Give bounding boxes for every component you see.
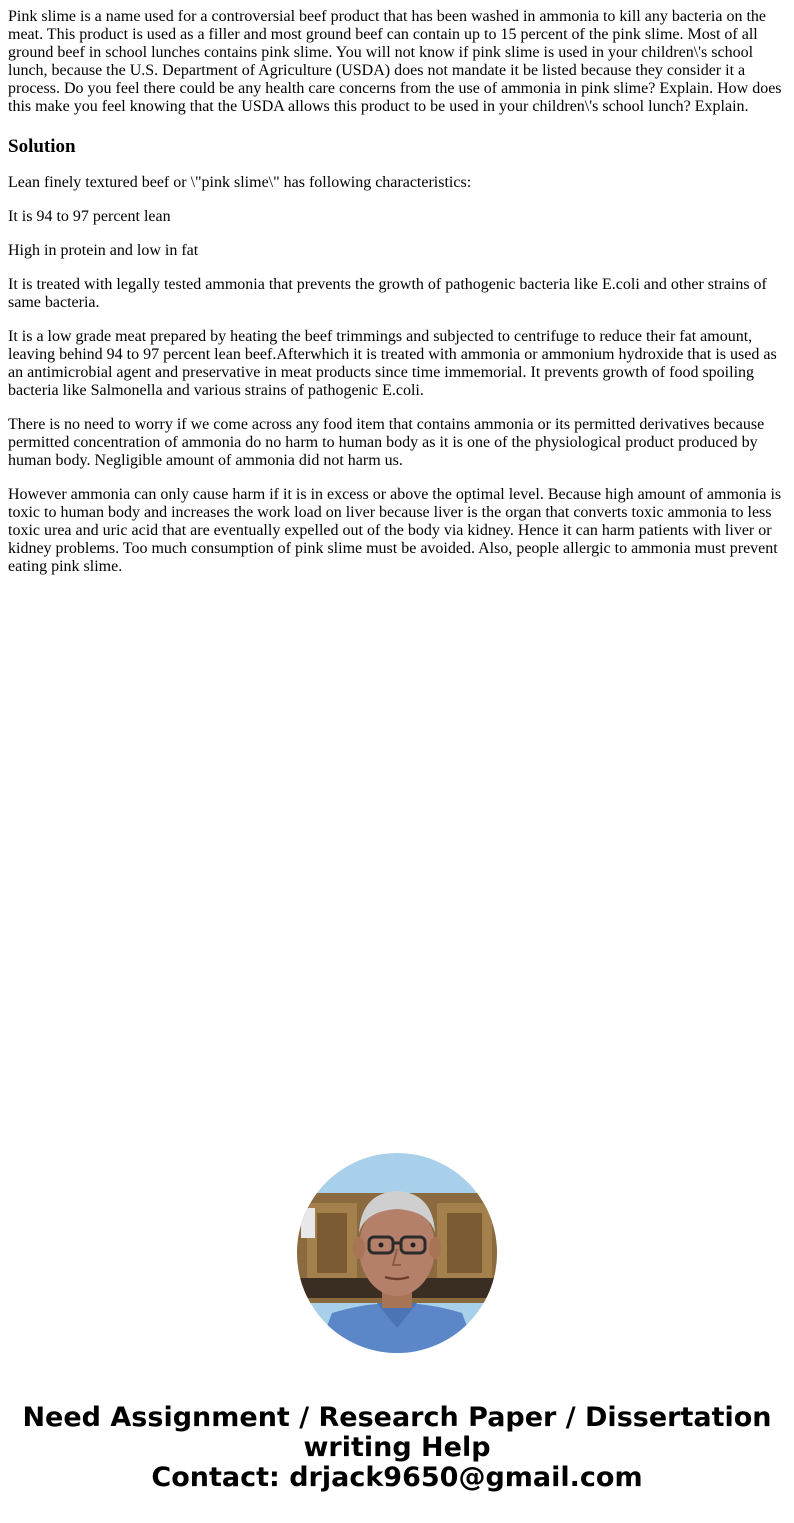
question-text: Pink slime is a name used for a controversial beef product that has been washed in ammonia to kill any bacteria on the meat. This product is used as a filler and most ground beef can contain up to 15 percent of the pink slime. Most of all ground beef in school lunches contains pink slime. You will not know if pink slime is used in your children\'s school lunch, because the U.S. Department of Agriculture (USDA) does not mandate it be listed because they consider it a process. Do you feel there could be any health care concerns from the use of ammonia in pink slime? Explain. How does this make you feel knowing that the USDA allows this product to be used in your children\'s school lunch? Explain. bbox=[8, 8, 782, 115]
solution-heading: Solution bbox=[8, 136, 76, 157]
solution-paragraph-intro: Lean finely textured beef or \"pink slime\" has following characteristics: bbox=[8, 174, 472, 191]
author-avatar bbox=[297, 1153, 497, 1353]
solution-paragraph-preparation: It is a low grade meat prepared by heating the beef trimmings and subjected to centrifuge to reduce their fat amount, leaving behind 94 to 97 percent lean beef.Afterwhich it is treated with ammonia or ammonium hydroxide that is used as an antimicrobial agent and preservative in meat products since time immemorial. It prevents growth of food spoiling bacteria like Salmonella and various strains of pathogenic E.coli. bbox=[8, 328, 777, 399]
solution-paragraph-protein: High in protein and low in fat bbox=[8, 242, 199, 259]
solution-paragraph-ammonia-treatment: It is treated with legally tested ammonia that prevents the growth of pathogenic bacteria like E.coli and other strains of same bacteria. bbox=[8, 276, 767, 311]
banner-line-help: writing Help bbox=[303, 1432, 491, 1463]
banner-line-assignment: Need Assignment / Research Paper / Dissertation bbox=[22, 1402, 772, 1433]
solution-paragraph-lean: It is 94 to 97 percent lean bbox=[8, 208, 171, 225]
document-body bbox=[8, 8, 786, 592]
solution-paragraph-no-worry: There is no need to worry if we come across any food item that contains ammonia or its permitted derivatives because permitted concentration of ammonia do no harm to human body as it is one of the physiological product produced by human body. Negligible amount of ammonia did not harm us. bbox=[8, 416, 765, 469]
solution-paragraph-harm: However ammonia can only cause harm if it is in excess or above the optimal level. Because high amount of ammonia is toxic to human body and increases the work load on liver because liver is the organ that converts toxic ammonia to less toxic urea and uric acid that are eventually expelled out of the body via kidney. Hence it can harm patients with liver or kidney problems. Too much consumption of pink slime must be avoided. Also, people allergic to ammonia must prevent eating pink slime. bbox=[8, 486, 782, 575]
contact-banner bbox=[0, 1403, 794, 1493]
author-portrait-icon bbox=[297, 1153, 497, 1353]
banner-line-contact: Contact: drjack9650@gmail.com bbox=[151, 1462, 643, 1493]
